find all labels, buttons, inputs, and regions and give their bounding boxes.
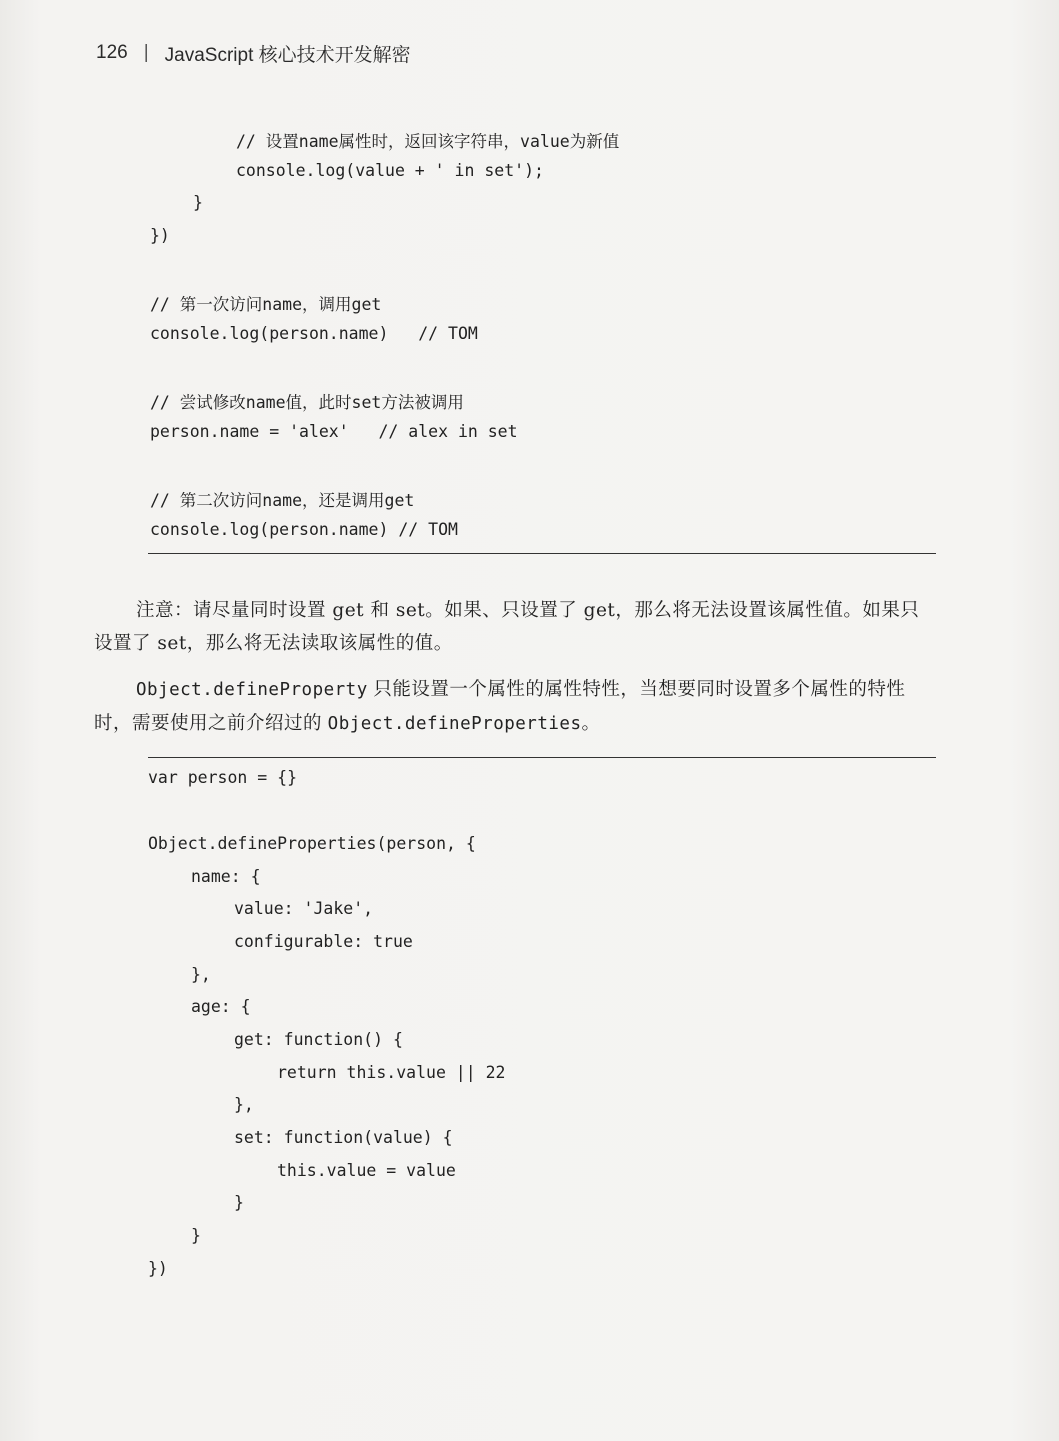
code-line: var person = {}	[148, 768, 298, 787]
inline-code: Object.defineProperty	[136, 680, 368, 700]
body-paragraph	[94, 675, 1014, 745]
code-block-bottom-rule	[148, 553, 936, 554]
code-block-2	[148, 768, 948, 1288]
paragraph-line-2	[94, 709, 601, 735]
code-line: Object.defineProperties(person, {	[148, 834, 476, 853]
paragraph-text: 时，需要使用之前介绍过的	[94, 712, 328, 733]
code-line: person.name = 'alex' // alex in set	[150, 422, 518, 441]
code-line: return this.value || 22	[277, 1063, 506, 1082]
code-block-top-rule	[148, 757, 936, 758]
code-line: value: 'Jake',	[234, 899, 374, 918]
code-line: set: function(value) {	[234, 1128, 453, 1147]
code-line: configurable: true	[234, 932, 413, 951]
code-line: // 尝试修改name值，此时set方法被调用	[150, 393, 464, 412]
code-line: })	[150, 226, 170, 245]
paragraph-line-1	[136, 675, 905, 701]
inline-code: Object.defineProperties	[327, 714, 582, 734]
code-line: console.log(value + ' in set');	[236, 161, 544, 180]
code-line: // 设置name属性时，返回该字符串，value为新值	[236, 132, 620, 151]
code-line: // 第一次访问name，调用get	[150, 295, 382, 314]
code-line: age: {	[191, 997, 251, 1016]
code-line: }	[193, 193, 203, 212]
code-line: get: function() {	[234, 1030, 403, 1049]
note-line-1: 注意：请尽量同时设置 get 和 set。如果、只设置了 get，那么将无法设置该属性值。如果只	[136, 600, 920, 621]
code-line: }	[234, 1193, 244, 1212]
code-line: }	[191, 1226, 201, 1245]
header-separator: |	[143, 42, 149, 63]
paragraph-text: 只能设置一个属性的属性特性，当想要同时设置多个属性的特性	[367, 678, 906, 699]
code-line: })	[148, 1259, 168, 1278]
code-line: // 第二次访问name，还是调用get	[150, 491, 415, 510]
note-paragraph	[94, 596, 1014, 666]
page-number: 126	[96, 42, 128, 63]
page-header	[96, 38, 411, 68]
note-line-2: 设置了 set，那么将无法读取该属性的值。	[94, 633, 453, 654]
book-title: JavaScript 核心技术开发解密	[164, 44, 411, 66]
code-line: },	[191, 965, 211, 984]
code-line: name: {	[191, 867, 261, 886]
code-line: },	[234, 1095, 254, 1114]
code-line: this.value = value	[277, 1161, 456, 1180]
code-line: console.log(person.name) // TOM	[150, 324, 478, 343]
paragraph-text: 。	[581, 712, 601, 733]
code-line: console.log(person.name) // TOM	[150, 520, 458, 539]
code-block-1	[150, 128, 950, 558]
